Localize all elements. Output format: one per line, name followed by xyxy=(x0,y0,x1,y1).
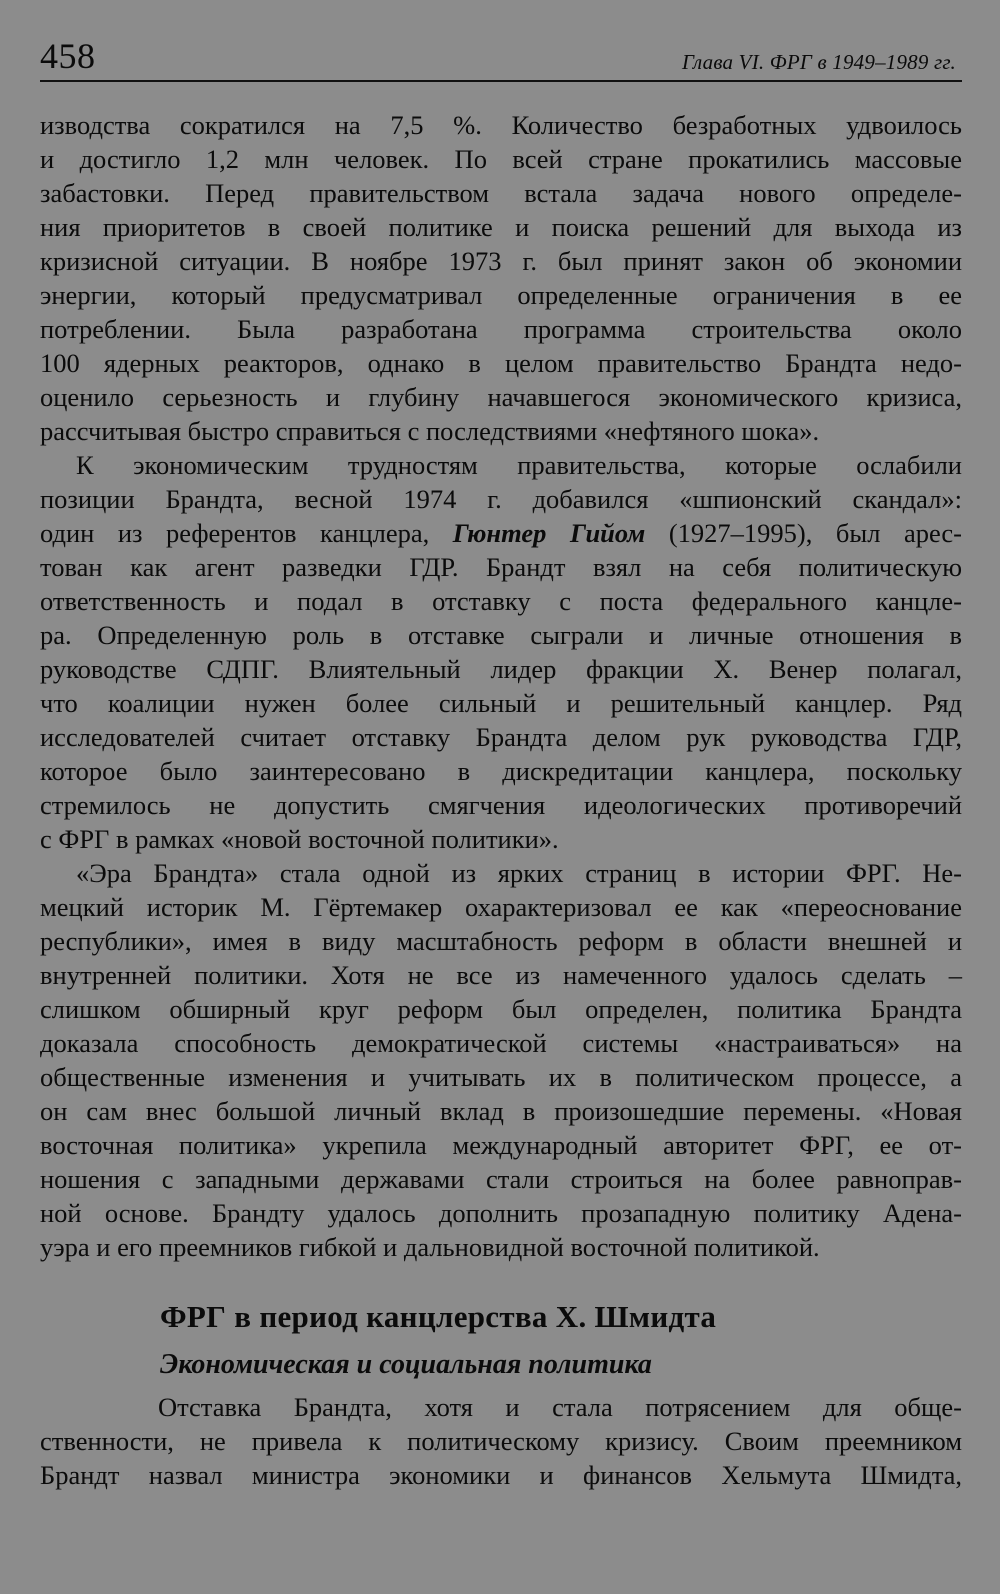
text-line: восточная политика» укрепила международный авторитет ФРГ, ее от- xyxy=(40,1130,962,1160)
text-line: забастовки. Перед правительством встала задача нового определе- xyxy=(40,178,962,208)
text-run: (1927–1995), был арес- xyxy=(645,518,962,548)
text-line: с ФРГ в рамках «новой восточной политики». xyxy=(40,824,559,854)
running-head: Глава VI. ФРГ в 1949–1989 гг. xyxy=(682,50,956,74)
text-line: оценило серьезность и глубину начавшегося экономического кризиса, xyxy=(40,382,962,412)
text-line: мецкий историк М. Гёртемакер охарактеризовал ее как «переоснование xyxy=(40,892,962,922)
paragraph-3 xyxy=(40,856,962,1264)
text-line: «Эра Брандта» стала одной из ярких страниц в истории ФРГ. Не- xyxy=(76,858,962,888)
text-line: общественные изменения и учитывать их в политическом процессе, а xyxy=(40,1062,962,1092)
person-name: Гюнтер Гийом xyxy=(452,518,646,548)
text-line: республики», имея в виду масштабность реформ в области внешней и xyxy=(40,926,962,956)
page-header xyxy=(40,36,962,82)
text-line: ра. Определенную роль в отставке сыграли и личные отношения в xyxy=(40,620,962,650)
text-line: 100 ядерных реакторов, однако в целом правительство Брандта недо- xyxy=(40,348,962,378)
text-line: Брандт назвал министра экономики и финансов Хельмута Шмидта, xyxy=(40,1460,962,1490)
text-line: уэра и его преемников гибкой и дальновидной восточной политикой. xyxy=(40,1232,820,1262)
section-subheading: Экономическая и социальная политика xyxy=(160,1349,652,1380)
text-line: которое было заинтересовано в дискредитации канцлера, поскольку xyxy=(40,756,962,786)
text-line: ношения с западными державами стали строиться на более равноправ- xyxy=(40,1164,962,1194)
paragraph-2 xyxy=(40,448,962,856)
text-run: один из референтов канцлера, xyxy=(40,518,453,548)
body-text xyxy=(40,108,962,1264)
text-line: тован как агент разведки ГДР. Брандт взял на себя политическую xyxy=(40,552,962,582)
text-line: внутренней политики. Хотя не все из намеченного удалось сделать – xyxy=(40,960,962,990)
text-line: изводства сократился на 7,5 %. Количество безработных удвоилось xyxy=(40,110,962,140)
page-number: 458 xyxy=(40,36,96,76)
paragraph-1 xyxy=(40,108,962,448)
text-line: доказала способность демократической системы «настраиваться» на xyxy=(40,1028,962,1058)
text-line: ственности, не привела к политическому кризису. Своим преемником xyxy=(40,1426,962,1456)
text-line: стремилось не допустить смягчения идеологических противоречий xyxy=(40,790,962,820)
text-line: Отставка Брандта, хотя и стала потрясением для обще- xyxy=(158,1392,962,1422)
text-line: исследователей считает отставку Брандта делом рук руководства ГДР, xyxy=(40,722,962,752)
text-line: руководстве СДПГ. Влиятельный лидер фракции Х. Венер полагал, xyxy=(40,654,962,684)
text-line: что коалиции нужен более сильный и решительный канцлер. Ряд xyxy=(40,688,962,718)
text-line: рассчитывая быстро справиться с последствиями «нефтяного шока». xyxy=(40,416,820,446)
text-line: К экономическим трудностям правительства, которые ослабили xyxy=(76,450,962,480)
text-line: кризисной ситуации. В ноябре 1973 г. был принят закон об экономии xyxy=(40,246,962,276)
text-line: он сам внес большой личный вклад в произошедшие перемены. «Новая xyxy=(40,1096,962,1126)
text-line: ной основе. Брандту удалось дополнить прозападную политику Адена- xyxy=(40,1198,962,1228)
text-line: ния приоритетов в своей политике и поиска решений для выхода из xyxy=(40,212,962,242)
header-rule xyxy=(40,80,962,82)
text-line: ответственность и подал в отставку с поста федерального канцле- xyxy=(40,586,962,616)
text-line: энергии, который предусматривал определенные ограничения в ее xyxy=(40,280,962,310)
section-heading: ФРГ в период канцлерства Х. Шмидта xyxy=(160,1299,717,1334)
text-line: и достигло 1,2 млн человек. По всей стране прокатились массовые xyxy=(40,144,962,174)
text-line: потреблении. Была разработана программа строительства около xyxy=(40,314,962,344)
text-line: позиции Брандта, весной 1974 г. добавился «шпионский скандал»: xyxy=(40,484,962,514)
paragraph-4 xyxy=(40,1390,962,1492)
text-line: слишком обширный круг реформ был определен, политика Брандта xyxy=(40,994,962,1024)
text-line xyxy=(40,516,962,550)
